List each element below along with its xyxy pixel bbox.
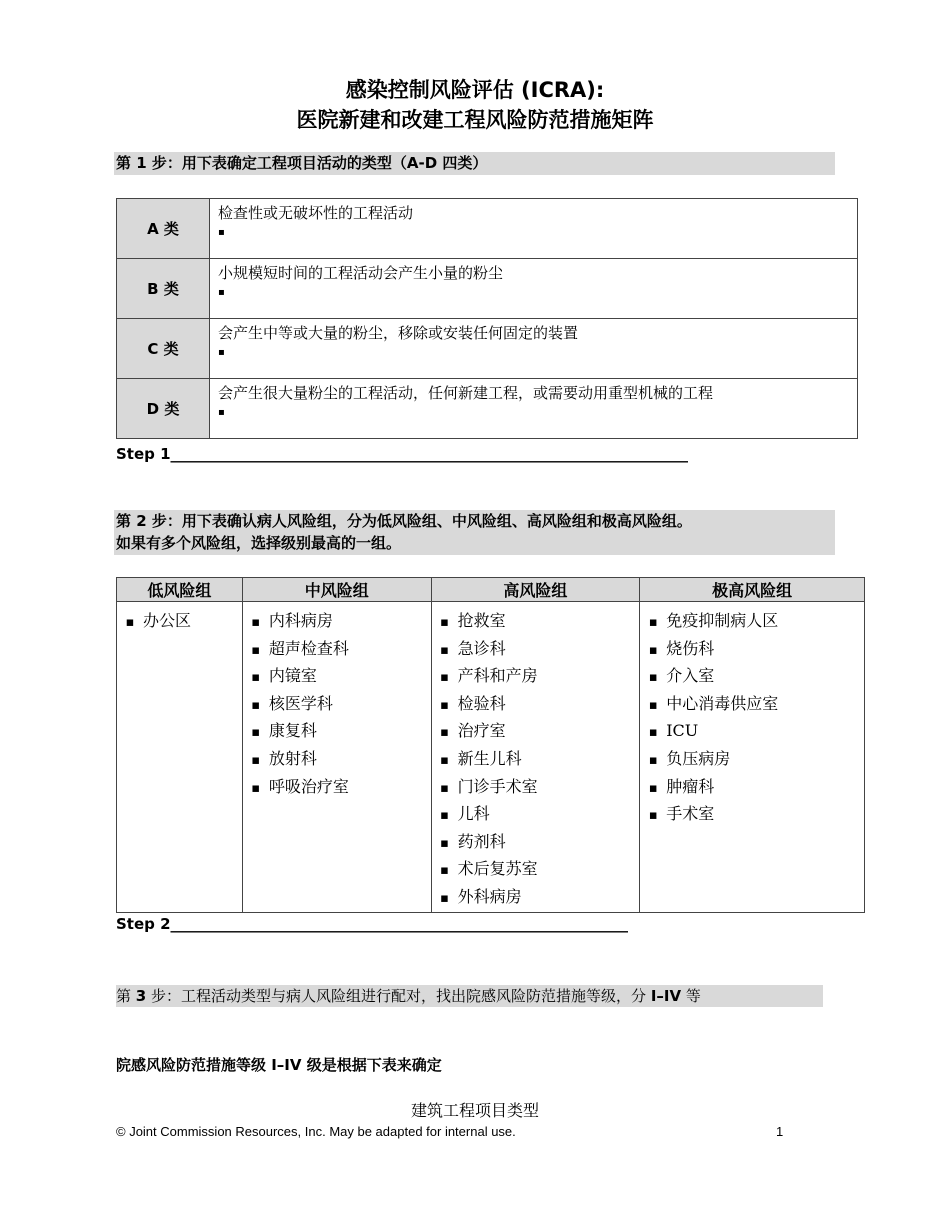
activity-type-row	[117, 379, 858, 439]
department-item: ▪ 负压病房	[640, 746, 864, 774]
step2-label: Step 2	[116, 915, 171, 933]
step1-heading: 第 1 步：用下表确定工程项目活动的类型（A-D 四类）	[114, 152, 835, 175]
activity-description: 小规模短时间的工程活动会产生小量的粉尘	[218, 264, 504, 282]
department-item: ▪ 门诊手术室	[432, 774, 640, 802]
department-item: ▪ 核医学科	[243, 691, 431, 719]
activity-type-row	[117, 259, 858, 319]
risk-group-cell	[242, 602, 431, 913]
department-item: ▪ 药剂科	[432, 829, 640, 857]
step3-text: 步：工程活动类型与病人风险组进行配对，找出院感风险防范措施等级，分	[151, 987, 647, 1005]
department-item: ▪ 肿瘤科	[640, 774, 864, 802]
department-item: ▪ 康复科	[243, 718, 431, 746]
table-caption: 建筑工程项目类型	[410, 1101, 539, 1120]
bullet-icon: ▪	[218, 227, 225, 238]
activity-type-table	[116, 198, 858, 439]
footer-copyright: © Joint Commission Resources, Inc. May be adapted for internal use.	[116, 1124, 516, 1139]
activity-class-label: B 类	[117, 259, 210, 319]
step2-heading-line1: 第 2 步：用下表确认病人风险组，分为低风险组、中风险组、高风险组和极高风险组。	[116, 512, 692, 530]
step3-prefix: 第	[116, 987, 132, 1005]
activity-description: 检查性或无破坏性的工程活动	[218, 204, 414, 222]
doc-title-line2: 医院新建和改建工程风险防范措施矩阵	[296, 108, 654, 132]
risk-group-header: 高风险组	[431, 578, 640, 602]
department-item: ▪ 呼吸治疗室	[243, 774, 431, 802]
risk-group-header: 低风险组	[117, 578, 243, 602]
department-item: ▪ 内科病房	[243, 608, 431, 636]
step2-fill-line[interactable]	[116, 914, 628, 934]
doc-title-line1: 感染控制风险评估 (ICRA):	[345, 78, 605, 102]
department-item: ▪ 新生儿科	[432, 746, 640, 774]
step3-suffix: 等	[685, 987, 701, 1005]
activity-class-label: C 类	[117, 319, 210, 379]
department-list	[640, 608, 864, 829]
department-item: ▪ 手术室	[640, 801, 864, 829]
department-item: ▪ 抢救室	[432, 608, 640, 636]
risk-group-table	[116, 577, 865, 913]
activity-description-cell	[210, 319, 858, 379]
department-item: ▪ 外科病房	[432, 884, 640, 912]
department-list	[117, 608, 242, 636]
page-number: 1	[776, 1124, 784, 1139]
activity-description-cell	[210, 199, 858, 259]
department-item: ▪ 内镜室	[243, 663, 431, 691]
activity-description-cell	[210, 379, 858, 439]
bullet-icon: ▪	[218, 287, 225, 298]
department-item: ▪ 检验科	[432, 691, 640, 719]
level-note: 院感风险防范措施等级 I–IV 级是根据下表来确定	[116, 1056, 442, 1074]
step2-heading	[114, 510, 835, 555]
bullet-icon: ▪	[218, 347, 225, 358]
activity-type-row	[117, 319, 858, 379]
step1-underline[interactable]: _____________________________________________________________________	[170, 445, 689, 463]
risk-group-cell	[431, 602, 640, 913]
risk-group-header: 极高风险组	[640, 578, 865, 602]
step3-heading	[116, 985, 823, 1007]
department-item: ▪ 急诊科	[432, 636, 640, 664]
risk-group-cell	[117, 602, 243, 913]
department-list	[243, 608, 431, 801]
step3-levels: I–IV	[650, 987, 682, 1005]
department-item: ▪ 治疗室	[432, 718, 640, 746]
department-list	[432, 608, 640, 912]
department-item: ▪ 超声检查科	[243, 636, 431, 664]
activity-class-label: A 类	[117, 199, 210, 259]
activity-description-cell	[210, 259, 858, 319]
department-item: ▪ 中心消毒供应室	[640, 691, 864, 719]
bullet-icon: ▪	[218, 407, 225, 418]
department-item: ▪ 介入室	[640, 663, 864, 691]
department-item: ▪ 办公区	[117, 608, 242, 636]
department-item: ▪ 烧伤科	[640, 636, 864, 664]
activity-type-row	[117, 199, 858, 259]
department-item: ▪ 产科和产房	[432, 663, 640, 691]
department-item: ▪ ICU	[640, 718, 864, 746]
activity-description: 会产生很大量粉尘的工程活动，任何新建工程，或需要动用重型机械的工程	[218, 384, 714, 402]
activity-description: 会产生中等或大量的粉尘，移除或安装任何固定的装置	[218, 324, 579, 342]
department-item: ▪ 术后复苏室	[432, 856, 640, 884]
department-item: ▪ 儿科	[432, 801, 640, 829]
step2-underline[interactable]: _____________________________________________________________	[170, 915, 629, 933]
step1-label: Step 1	[116, 445, 171, 463]
step1-fill-line[interactable]	[116, 444, 688, 464]
risk-group-header: 中风险组	[242, 578, 431, 602]
risk-group-cell	[640, 602, 865, 913]
activity-class-label: D 类	[117, 379, 210, 439]
step3-num: 3	[135, 987, 147, 1005]
department-item: ▪ 免疫抑制病人区	[640, 608, 864, 636]
department-item: ▪ 放射科	[243, 746, 431, 774]
step2-heading-line2: 如果有多个风险组，选择级别最高的一组。	[116, 534, 402, 552]
